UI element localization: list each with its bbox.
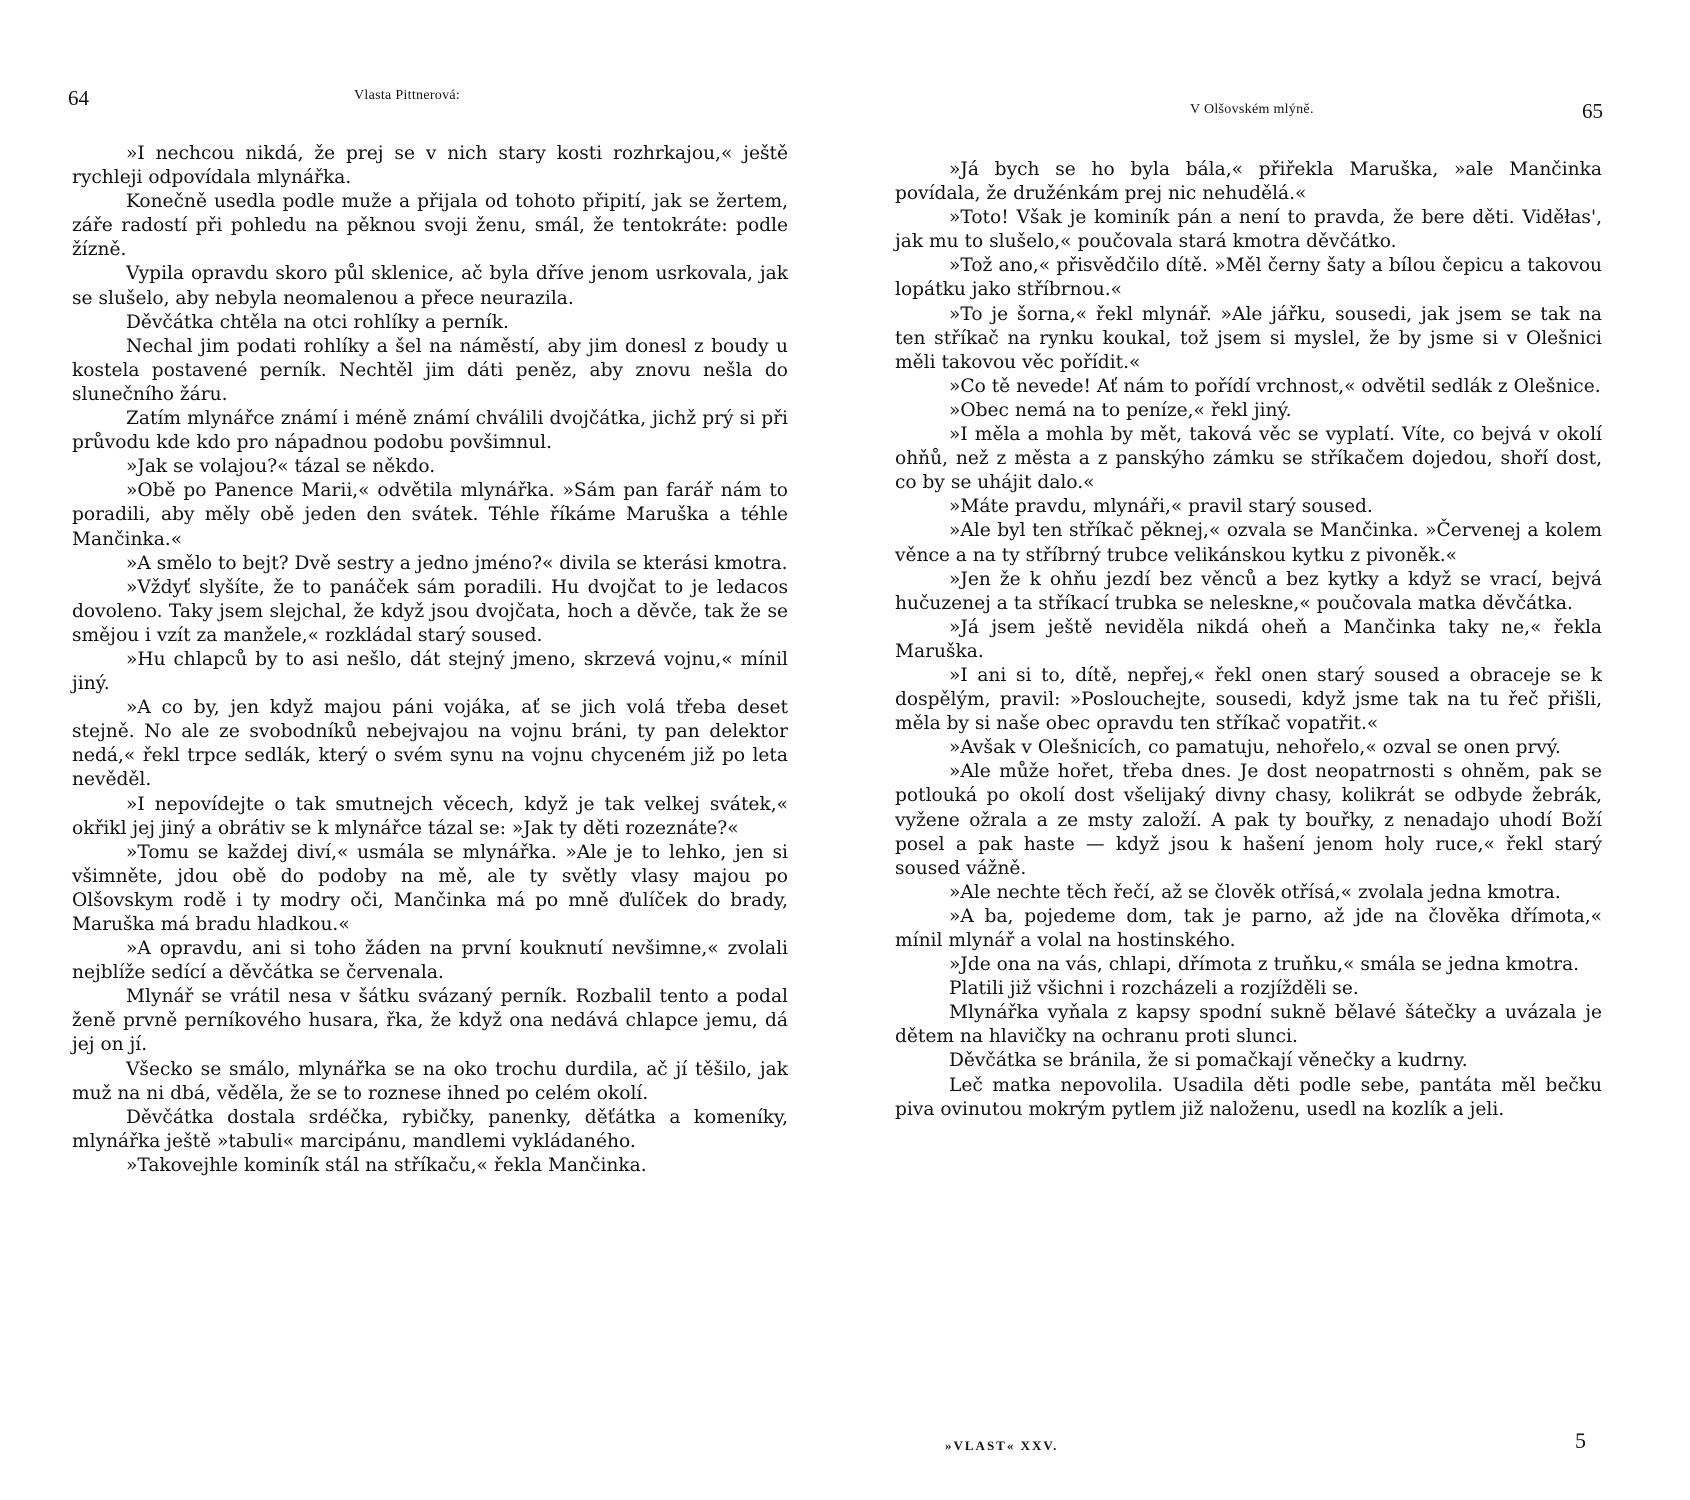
paragraph: Mlynářka vyňala z kapsy spodní sukně bělavé šátečky a uvázala je dětem na hlavičky na ochranu proti slunci. [895,1002,1602,1048]
paragraph: »Já bych se ho byla bála,« přiřekla Maruška, »ale Mančinka povídala, že družénkám prej nic nehudělá.« [895,159,1602,205]
paragraph: Mlynář se vrátil nesa v šátku svázaný perník. Rozbalil tento a podal ženě prvně perníkového husara, řka, že když ona nedává chlapce jemu, dá jej on jí. [72,986,788,1056]
paragraph: »Avšak v Olešnicích, co pamatuju, nehořelo,« ozval se onen prvý. [949,737,1561,759]
paragraph: »Ale byl ten stříkač pěknej,« ozvala se Mančinka. »Červenej a kolem věnce a na ty stříbrný trubce velikánskou kytku z pivoněk.« [895,520,1602,566]
paragraph: »I měla a mohla by mět, taková věc se vyplatí. Víte, co bejvá v okolí ohňů, než z města a z panskýho zámku se stříkačem dojedou, shoří dost, co by se uhájit dalo.« [895,424,1602,494]
paragraph: »A opravdu, ani si toho žáden na první kouknutí nevšimne,« zvolali nejblíže sedící a děvčátka se červenala. [72,938,788,984]
paragraph: »I ani si to, dítě, nepřej,« řekl onen starý soused a obraceje se k dospělým, pravil: »Poslouchejte, sousedi, když jsme tak na tu řeč přišli, měla by si naše obec opravdu ten stříkač vopatřit.« [895,664,1602,735]
paragraph: Děvčátka dostala srdéčka, rybičky, panenky, děťátka a komeníky, mlynářka ještě »tabuli« marcipánu, mandlemi vykládaného. [72,1106,788,1152]
paragraph: »A ba, pojedeme dom, tak je parno, až jde na člověka dřímota,« mínil mlynář a volal na hostinského. [895,905,1602,951]
running-head-left: Vlasta Pittnerová: [354,88,461,103]
page-number-right: 65 [1582,99,1603,123]
paragraph: »To je šorna,« řekl mlynář. »Ale jářku, sousedi, jak jsem se tak na ten stříkač na rynku koukal, tož jsem si myslel, že by jsme si v Olešnici měli takovou věc pořídit.« [895,303,1602,373]
paragraph: Zatím mlynářce známí i méně známí chválili dvojčátka, jichž prý si při průvodu kde kdo pro nápadnou podobu povšimnul. [72,408,788,454]
paragraph: Děvčátka se bránila, že si pomačkají věnečky a kudrny. [949,1050,1468,1072]
paragraph: »Ale může hořet, třeba dnes. Je dost neopatrnosti s ohněm, pak se potlouká po okolí dost všelijaký divny chasy, kolikrát se odbyde žebrák, vyžene ožrala a ze msty založí. A pak ty bouřky, z nenadajo uhodí Boží posel a pak haste — když jsou k hašení jenom holy ruce,« řekl starý soused vážně. [895,761,1602,879]
paragraph: »Takovejhle kominík stál na stříkaču,« řekla Mančinka. [126,1154,647,1176]
paragraph: Leč matka nepovolila. Usadila děti podle sebe, pantáta měl bečku piva ovinutou mokrým pytlem již naloženu, usedl na kozlík a jeli. [895,1074,1602,1120]
paragraph: »Já jsem ještě neviděla nikdá oheň a Mančinka taky ne,« řekla Maruška. [895,616,1602,662]
paragraph: »Jen že k ohňu jezdí bez věnců a bez kytky a když se vrací, bejvá hučuzenej a ta stříkací trubka se neleskne,« poučovala matka děvčátka. [895,568,1602,614]
signature-mark: »VLAST« XXV. [945,1438,1059,1453]
paragraph: »A smělo to bejt? Dvě sestry a jedno jméno?« divila se kterási kmotra. [126,552,788,574]
signature-number: 5 [1575,1428,1586,1453]
paragraph: »Toto! Však je kominík pán a není to pravda, že bere děti. Viděłas', jak mu to slušelo,« poučovala stará kmotra děvčátko. [895,207,1602,253]
paragraph: »Ale nechte těch řečí, až se člověk otřísá,« zvolala jedna kmotra. [949,881,1561,903]
paragraph: Konečně usedla podle muže a přijala od tohoto připití, jak se žertem, záře radostí při pohledu na pěknou svoji ženu, smál, že tentokráte: podle žízně. [72,191,788,261]
paragraph: »Hu chlapců by to asi nešlo, dát stejný jmeno, skrzevá vojnu,« mínil jiný. [72,648,788,695]
right-page-text [895,158,1602,1122]
paragraph: »Jak se volajou?« tázal se někdo. [126,456,436,478]
left-page-text [72,142,788,1178]
paragraph: »Tomu se každej diví,« usmála se mlynářka. »Ale je to lehko, jen si všimněte, jdou obě do podoby na mě, ale ty světly vlasy majou po Olšovskym rodě i ty modry oči, Mančinka má po mně ďulíček do brady, Maruška má bradu hladkou.« [72,841,788,935]
paragraph: »I nepovídejte o tak smutnejch věcech, když je tak velkej svátek,« okřikl jej jiný a obrátiv se k mlynářce tázal se: »Jak ty děti rozeznáte?« [72,793,788,839]
paragraph: »Obec nemá na to peníze,« řekl jiný. [949,399,1292,421]
paragraph: »Tož ano,« přisvědčilo dítě. »Měl černy šaty a bílou čepicu a takovou lopátku jako stříbrnou.« [895,255,1602,301]
page-number-left: 64 [68,86,89,110]
paragraph: »Jde ona na vás, chlapi, dřímota z truňku,« smála se jedna kmotra. [949,954,1580,976]
paragraph: »Co tě nevede! Ať nám to pořídí vrchnost,« odvětil sedlák z Olešnice. [949,375,1601,397]
paragraph: Děvčátka chtěla na otci rohlíky a perník. [126,311,509,333]
paragraph: Platili již všichni i rozcházeli a rozjížděli se. [949,978,1359,1000]
paragraph: Všecko se smálo, mlynářka se na oko trochu durdila, ač jí těšilo, jak muž na ni dbá, věděla, že se to roznese ihned po celém okolí. [72,1058,788,1104]
paragraph: »Máte pravdu, mlynáři,« pravil starý soused. [949,496,1373,518]
paragraph: »I nechcou nikdá, že prej se v nich stary kosti rozhrkajou,« ještě rychleji odpovídala mlynářka. [72,143,788,189]
paragraph: Vypila opravdu skoro půl sklenice, ač byla dříve jenom usrkovala, jak se slušelo, aby nebyla neomalenou a přece neurazila. [72,263,788,309]
paragraph: Nechal jim podati rohlíky a šel na náměstí, aby jim donesl z boudy u kostela postavené perník. Nechtěl jim dáti peněz, aby znovu nešla do slunečního žáru. [72,335,788,405]
paragraph: »Vždyť slyšíte, že to panáček sám poradili. Hu dvojčat to je ledacos dovoleno. Taky jsem slejchal, že když jsou dvojčata, hoch a děvče, tak že se smějou i vzít za manžele,« rozkládal starý soused. [72,576,788,646]
paragraph: »A co by, jen když majou páni vojáka, ať se jich volá třeba deset stejně. No ale ze svobodníků nebejvajou na vojnu bráni, ty pan delektor nedá,« řekl trpce sedlák, který o svém synu na vojnu chyceném již po leta nevěděl. [72,697,788,791]
running-head-right: V Olšovském mlýně. [1190,102,1314,117]
paragraph: »Obě po Panence Marii,« odvětila mlynářka. »Sám pan farář nám to poradili, aby měly obě jeden den svátek. Téhle říkáme Maruška a téhle Mančinka.« [72,480,788,550]
